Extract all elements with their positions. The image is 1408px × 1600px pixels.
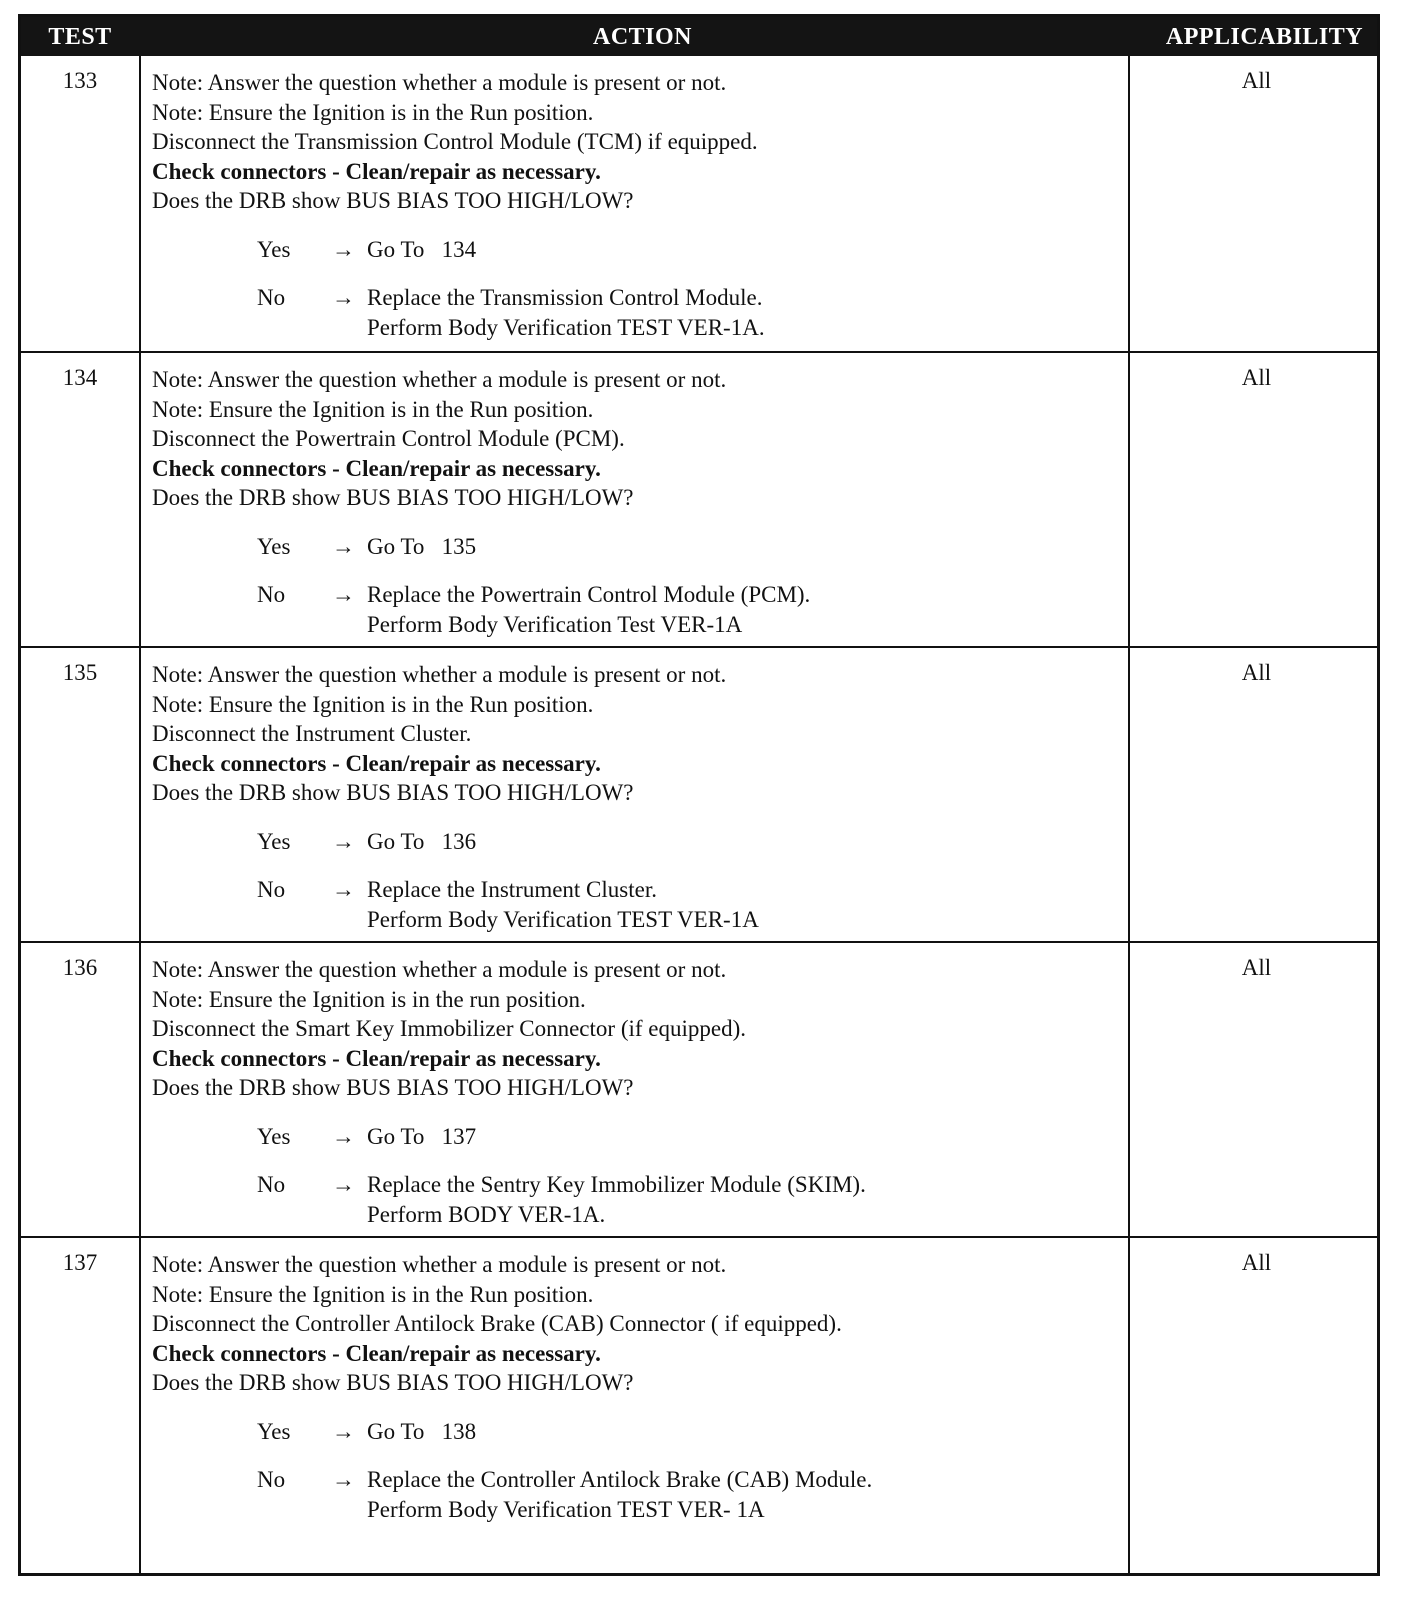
- yes-text: Go To 138: [367, 1418, 477, 1444]
- action-cell: [152, 1250, 1117, 1524]
- yes-branch: [152, 827, 1117, 857]
- arrow-icon: →: [332, 1123, 355, 1149]
- applicability-value: All: [1241, 365, 1272, 390]
- no-branch: [152, 1465, 1117, 1524]
- no-text: Replace the Controller Antilock Brake (CAB) Module.: [367, 1467, 873, 1492]
- yes-text: Go To 134: [367, 236, 477, 262]
- action-line: Note: Answer the question whether a module is present or not.: [152, 70, 727, 95]
- arrow-icon: →: [332, 582, 355, 607]
- yes-text: Go To 135: [367, 533, 477, 559]
- no-text-2: Perform BODY VER-1A.: [367, 1201, 606, 1227]
- action-line: Disconnect the Transmission Control Module (TCM) if equipped.: [152, 129, 758, 154]
- arrow-icon: →: [332, 1467, 355, 1492]
- no-text-2: Perform Body Verification TEST VER-1A: [367, 906, 759, 932]
- no-text: Replace the Powertrain Control Module (PCM).: [367, 582, 811, 607]
- action-line: Note: Ensure the Ignition is in the Run position.: [152, 1281, 594, 1307]
- no-text-2: Perform Body Verification Test VER-1A: [367, 611, 743, 637]
- action-cell: [152, 660, 1117, 934]
- header-applicability: APPLICABILITY: [1165, 24, 1364, 50]
- no-text-2: Perform Body Verification TEST VER- 1A: [367, 1496, 765, 1522]
- action-line: Note: Ensure the Ignition is in the Run position.: [152, 396, 594, 422]
- header-action: ACTION: [592, 24, 692, 50]
- yes-text: Go To 137: [367, 1123, 477, 1149]
- question-line: Does the DRB show BUS BIAS TOO HIGH/LOW?: [152, 1075, 634, 1100]
- action-line: Note: Answer the question whether a module is present or not.: [152, 367, 727, 392]
- action-line: Disconnect the Smart Key Immobilizer Connector (if equipped).: [152, 1016, 746, 1041]
- test-number: 137: [62, 1250, 98, 1275]
- check-connectors-line: Check connectors - Clean/repair as necessary.: [152, 158, 601, 184]
- no-label: No: [257, 285, 286, 310]
- yes-text: Go To 136: [367, 828, 477, 854]
- yes-label: Yes: [257, 533, 291, 559]
- no-branch: [152, 283, 1117, 342]
- table-header: [21, 17, 1377, 56]
- check-connectors-line: Check connectors - Clean/repair as necessary.: [152, 750, 601, 776]
- applicability-value: All: [1241, 1250, 1272, 1275]
- action-line: Note: Ensure the Ignition is in the Run position.: [152, 691, 594, 717]
- table-row: [21, 646, 1377, 942]
- no-text: Replace the Sentry Key Immobilizer Module (SKIM).: [367, 1172, 866, 1197]
- yes-label: Yes: [257, 828, 291, 854]
- action-line: Disconnect the Instrument Cluster.: [152, 721, 472, 746]
- table-row: [21, 1236, 1377, 1532]
- action-line: Disconnect the Controller Antilock Brake (CAB) Connector ( if equipped).: [152, 1311, 842, 1336]
- no-branch: [152, 1170, 1117, 1229]
- no-branch: [152, 580, 1117, 639]
- yes-label: Yes: [257, 1123, 291, 1149]
- action-cell: [152, 365, 1117, 639]
- table-row: [21, 351, 1377, 647]
- diagnostic-test-table: [18, 14, 1380, 1576]
- arrow-icon: →: [332, 285, 355, 310]
- no-label: No: [257, 582, 286, 607]
- table-row: [21, 56, 1377, 351]
- action-line: Note: Answer the question whether a module is present or not.: [152, 1252, 727, 1277]
- test-number: 135: [62, 660, 98, 685]
- action-line: Note: Answer the question whether a module is present or not.: [152, 957, 727, 982]
- test-number: 136: [62, 955, 98, 980]
- check-connectors-line: Check connectors - Clean/repair as necessary.: [152, 1340, 601, 1366]
- test-number: 133: [62, 68, 98, 93]
- test-number: 134: [62, 365, 98, 390]
- action-line: Note: Ensure the Ignition is in the Run position.: [152, 99, 594, 125]
- arrow-icon: →: [332, 236, 355, 262]
- arrow-icon: →: [332, 1418, 355, 1444]
- question-line: Does the DRB show BUS BIAS TOO HIGH/LOW?: [152, 188, 634, 213]
- table-row: [21, 941, 1377, 1237]
- check-connectors-line: Check connectors - Clean/repair as necessary.: [152, 455, 601, 481]
- arrow-icon: →: [332, 1172, 355, 1197]
- applicability-value: All: [1241, 955, 1272, 980]
- action-cell: [152, 955, 1117, 1229]
- arrow-icon: →: [332, 828, 355, 854]
- yes-label: Yes: [257, 1418, 291, 1444]
- arrow-icon: →: [332, 877, 355, 902]
- yes-branch: [152, 235, 1117, 265]
- applicability-value: All: [1241, 68, 1272, 93]
- no-text: Replace the Instrument Cluster.: [367, 877, 657, 902]
- action-line: Disconnect the Powertrain Control Module (PCM).: [152, 426, 625, 451]
- header-test: TEST: [48, 24, 112, 50]
- no-text-2: Perform Body Verification TEST VER-1A.: [367, 314, 765, 340]
- yes-label: Yes: [257, 236, 291, 262]
- no-branch: [152, 875, 1117, 934]
- no-label: No: [257, 1467, 286, 1492]
- yes-branch: [152, 532, 1117, 562]
- action-cell: [152, 68, 1117, 342]
- question-line: Does the DRB show BUS BIAS TOO HIGH/LOW?: [152, 485, 634, 510]
- yes-branch: [152, 1417, 1117, 1447]
- arrow-icon: →: [332, 533, 355, 559]
- question-line: Does the DRB show BUS BIAS TOO HIGH/LOW?: [152, 1370, 634, 1395]
- applicability-value: All: [1241, 660, 1272, 685]
- check-connectors-line: Check connectors - Clean/repair as necessary.: [152, 1045, 601, 1071]
- no-text: Replace the Transmission Control Module.: [367, 285, 763, 310]
- no-label: No: [257, 877, 286, 902]
- question-line: Does the DRB show BUS BIAS TOO HIGH/LOW?: [152, 780, 634, 805]
- action-line: Note: Ensure the Ignition is in the run position.: [152, 986, 586, 1012]
- yes-branch: [152, 1122, 1117, 1152]
- action-line: Note: Answer the question whether a module is present or not.: [152, 662, 727, 687]
- no-label: No: [257, 1172, 286, 1197]
